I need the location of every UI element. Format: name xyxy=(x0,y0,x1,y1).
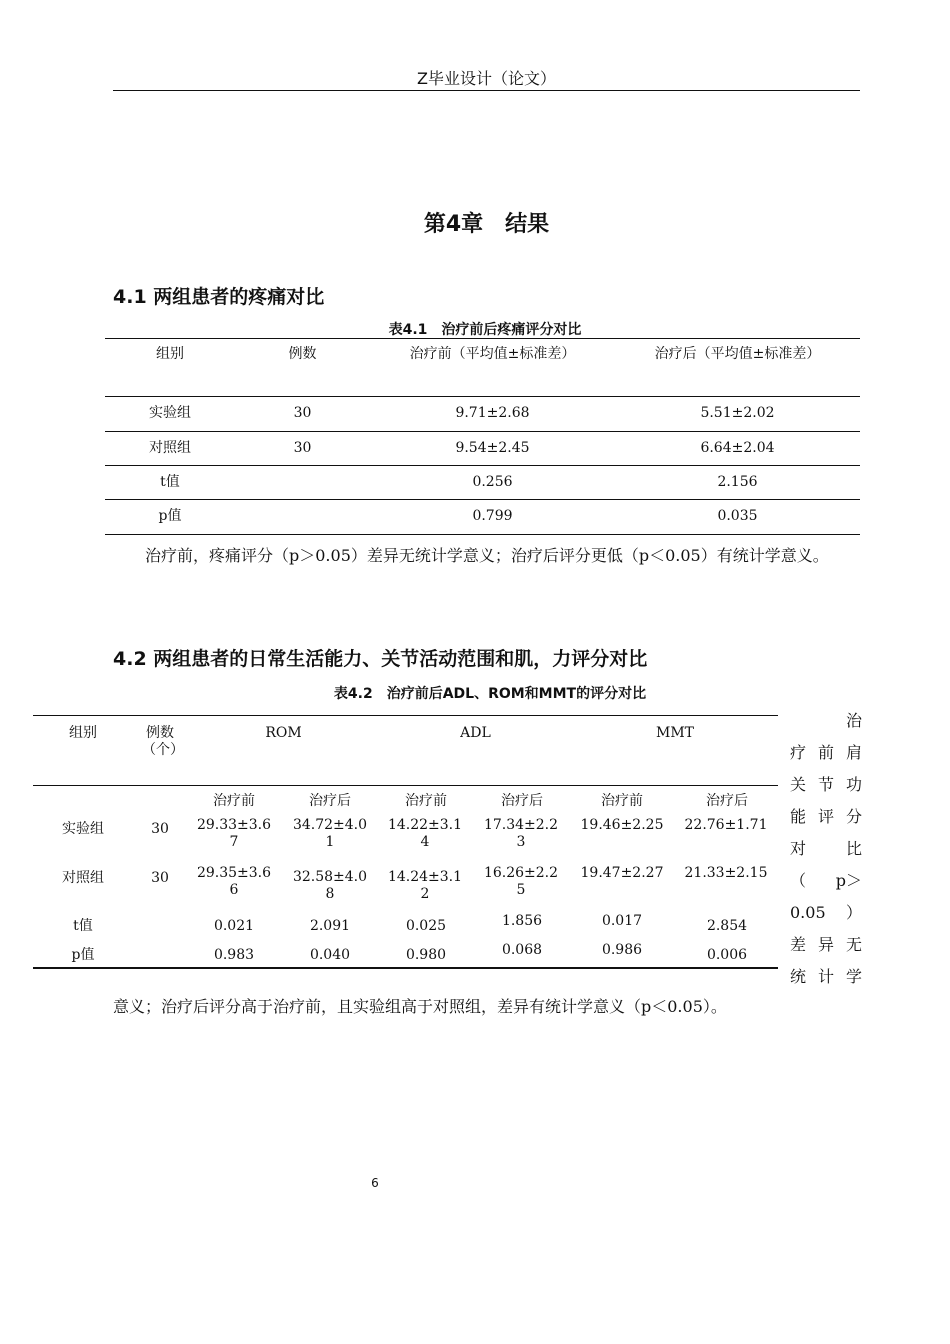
table-cell: 0.986 xyxy=(601,942,643,958)
table-header-cell: MMT xyxy=(655,725,694,741)
side-text-line: 关节功 xyxy=(790,775,862,794)
table-subheader-cell: 治疗前 xyxy=(601,793,643,809)
table-subheader-cell: 治疗前 xyxy=(405,793,447,809)
table-cell: 29.33±3.67 xyxy=(196,817,272,850)
side-text-line: 疗前肩 xyxy=(790,743,862,762)
table-cell: p值 xyxy=(71,947,95,963)
table-rule xyxy=(105,465,860,466)
side-text-line: 对 比 xyxy=(790,839,862,858)
table-rule xyxy=(33,967,778,969)
table-cell: t值 xyxy=(73,918,93,934)
table-cell: 19.47±2.27 xyxy=(580,865,664,881)
table-cell: 19.46±2.25 xyxy=(580,817,664,833)
side-text-line: 能评分 xyxy=(790,807,862,826)
table-cell: 0.980 xyxy=(405,947,447,963)
table-rule xyxy=(33,785,778,786)
table-cell: 29.35±3.66 xyxy=(196,865,272,898)
table-rule xyxy=(33,715,778,716)
table-header-cell: 例数（个） xyxy=(142,725,184,758)
table-cell: 实验组 xyxy=(149,405,191,421)
section-heading-4-1: 4.1 两组患者的疼痛对比 xyxy=(113,286,325,308)
table-header-cell: ROM xyxy=(265,725,302,741)
table-cell: 0.021 xyxy=(213,918,255,934)
table-cell: 9.54±2.45 xyxy=(455,440,530,456)
table-rule xyxy=(105,338,860,339)
table-cell: 16.26±2.25 xyxy=(483,865,559,898)
table-header-cell: 组别 xyxy=(69,725,97,741)
side-text-line: 差异无 xyxy=(790,935,862,954)
table-cell: 0.006 xyxy=(706,947,748,963)
table-cell: p值 xyxy=(158,508,182,524)
table-cell: 0.017 xyxy=(601,913,643,929)
table-cell: 0.256 xyxy=(472,474,513,490)
table-cell: 1.856 xyxy=(501,913,543,929)
table-cell: 5.51±2.02 xyxy=(700,405,775,421)
side-text-line: 0.05） xyxy=(790,903,862,922)
table-cell: 14.22±3.14 xyxy=(387,817,463,850)
table-rule xyxy=(105,431,860,432)
table-subheader-cell: 治疗后 xyxy=(706,793,748,809)
table-cell: 14.24±3.12 xyxy=(387,869,463,902)
table-header-cell: ADL xyxy=(460,725,491,741)
table-cell: 32.58±4.08 xyxy=(292,869,368,902)
table-cell: 对照组 xyxy=(62,870,104,886)
table-rule xyxy=(105,534,860,535)
side-text-line: 统计学 xyxy=(790,967,862,986)
table-caption-4-2: 表4.2 治疗前后ADL、ROM和MMT的评分对比 xyxy=(333,686,647,702)
page-number: 6 xyxy=(371,1176,379,1190)
table-cell: 30 xyxy=(293,440,312,456)
running-header: Z毕业设计（论文） xyxy=(417,69,556,88)
wrapped-side-text xyxy=(790,705,862,993)
paragraph-4-1: 治疗前，疼痛评分（p＞0.05）差异无统计学意义；治疗后评分更低（p＜0.05）有统计学意义。 xyxy=(145,546,829,565)
side-text-line: 治 xyxy=(845,711,862,730)
table-cell: 22.76±1.71 xyxy=(684,817,768,833)
table-header-cell: 例数 xyxy=(288,346,317,362)
chapter-title: 第4章 结果 xyxy=(423,212,550,237)
table-subheader-cell: 治疗后 xyxy=(501,793,543,809)
table-cell: 0.025 xyxy=(405,918,447,934)
table-cell: 0.035 xyxy=(717,508,758,524)
table-cell: 对照组 xyxy=(149,440,191,456)
table-cell: 30 xyxy=(151,821,169,837)
table-caption-4-1: 表4.1 治疗前后疼痛评分对比 xyxy=(388,322,582,338)
table-header-cell: 治疗前（平均值±标准差） xyxy=(409,346,576,362)
table-cell: t值 xyxy=(160,474,180,490)
table-header-cell: 组别 xyxy=(156,346,184,362)
table-subheader-cell: 治疗后 xyxy=(309,793,351,809)
table-cell: 2.854 xyxy=(706,918,748,934)
table-cell: 34.72±4.01 xyxy=(292,817,368,850)
table-cell: 0.040 xyxy=(309,947,351,963)
table-cell: 0.068 xyxy=(501,942,543,958)
table-rule xyxy=(105,499,860,500)
table-header-cell: 治疗后（平均值±标准差） xyxy=(654,346,821,362)
table-cell: 2.156 xyxy=(717,474,758,490)
table-subheader-cell: 治疗前 xyxy=(213,793,255,809)
section-heading-4-2: 4.2 两组患者的日常生活能力、关节活动范围和肌，力评分对比 xyxy=(113,648,648,670)
paragraph-4-2: 意义；治疗后评分高于治疗前，且实验组高于对照组，差异有统计学意义（p＜0.05）。 xyxy=(113,997,727,1016)
table-cell: 30 xyxy=(151,870,169,886)
table-cell: 0.799 xyxy=(472,508,513,524)
side-text-line: （p＞ xyxy=(790,871,862,890)
table-cell: 2.091 xyxy=(309,918,351,934)
table-cell: 实验组 xyxy=(62,821,104,837)
table-cell: 17.34±2.23 xyxy=(483,817,559,850)
table-rule xyxy=(105,396,860,397)
header-rule xyxy=(113,90,860,91)
table-cell: 21.33±2.15 xyxy=(684,865,768,881)
table-cell: 6.64±2.04 xyxy=(700,440,775,456)
table-cell: 0.983 xyxy=(213,947,255,963)
table-cell: 9.71±2.68 xyxy=(455,405,530,421)
table-cell: 30 xyxy=(293,405,312,421)
